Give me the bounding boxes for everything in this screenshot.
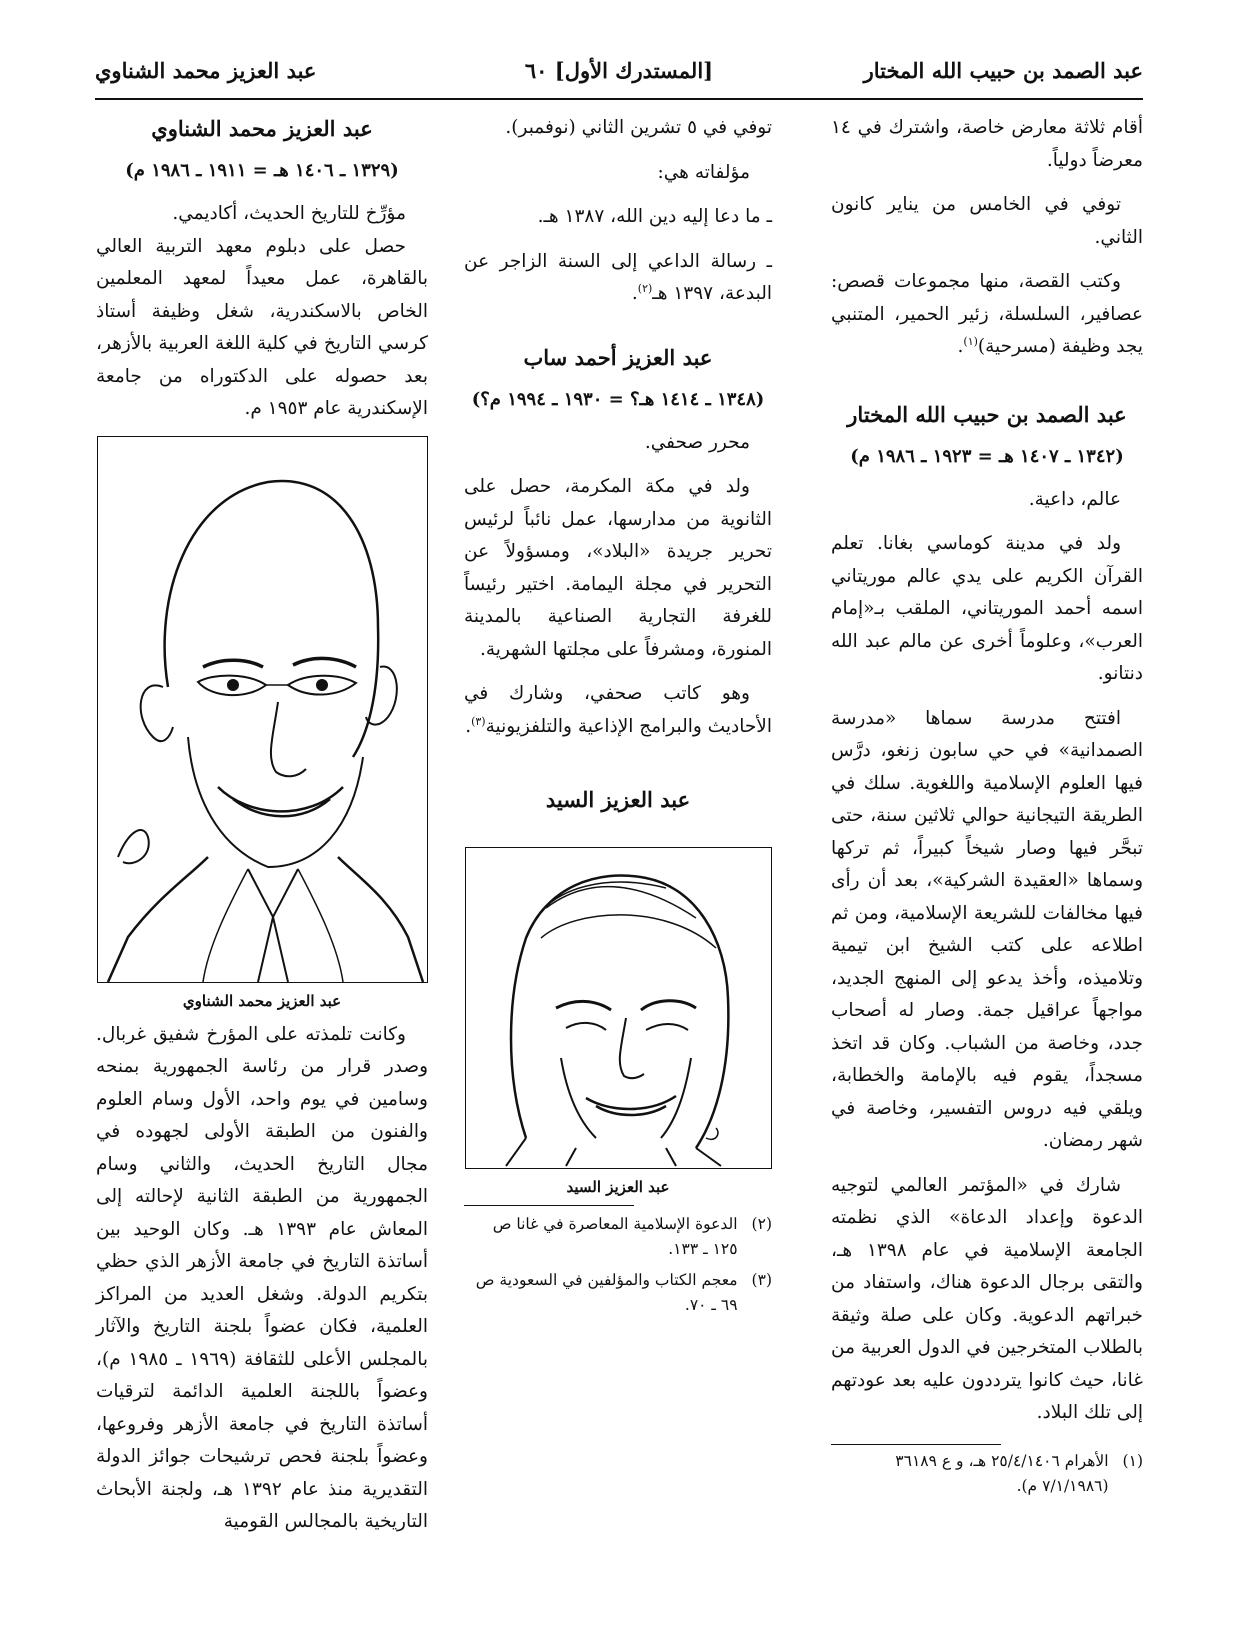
header-volume-page: [المستدرك الأول] ٦٠: [524, 58, 714, 83]
continued-paragraph: توفي في الخامس من يناير كانون الثاني.: [831, 194, 1143, 248]
footnote-ref: (٢): [637, 281, 653, 295]
entry-dates: (١٣٢٩ ـ ١٤٠٦ هـ = ١٩١١ ـ ١٩٨٦ م): [125, 160, 399, 181]
footnote-ref: (١): [963, 334, 978, 348]
footnote: (٢) الدعوة الإسلامية المعاصرة في غانا ص ١٢٥ ـ ١٣٣.: [492, 1215, 772, 1258]
entry-dates: (١٣٤٢ ـ ١٤٠٧ هـ = ١٩٢٣ ـ ١٩٨٦ م): [850, 445, 1124, 467]
portrait-caption: عبد العزيز محمد الشناوي: [182, 991, 342, 1010]
footnote-divider: [464, 1205, 634, 1206]
portrait-caption: عبد العزيز السيد: [566, 1178, 670, 1196]
entry-paragraph: شارك في «المؤتمر العالمي لتوجيه الدعوة وإعداد الدعاة» الذي نظمته الجامعة الإسلامية في عام ١٣٩٨ هـ، والتقى برجال الدعوة هناك، واستفاد من خبراتهم الدعوية. وكان على صلة وثيقة بالطلاب المتخرجين في الدول العربية من غانا، حيث كانوا يترددون عليه بعد عودتهم إلى تلك البلاد.: [831, 1174, 1143, 1423]
entry-paragraph: افتتح مدرسة سماها «مدرسة الصمدانية» في حي سابون زنغو، درَّس فيها العلوم الإسلامية واللغوية. سلك في الطريقة التيجانية حوالي ثلاثين سنة، حتى تبحَّر فيها وصار شيخاً كبيراً، ثم تركها وسماها «العقيدة الشركية»، بعد أن رأى فيها مخالفات للشريعة الإسلامية، ومن ثم اطلاعه على كتب الشيخ ابن تيمية وتلاميذه، وأخذ يدعو إلى المنهج الجديد، مواجهاً عراقيل جمة. وصار له أصحاب جدد، وخاصة من الشباب. وكان قد اتخذ مسجداً، يقوم فيه بالإمامة والخطابة، ويلقي فيه دروس التفسير، وخاصة في شهر رمضان.: [831, 707, 1143, 1151]
column-right: [831, 112, 1143, 1499]
entry-title: عبد العزيز السيد: [545, 787, 691, 812]
footnote: (٣) معجم الكتاب والمؤلفين في السعودية ص ٦٩ ـ ٧٠.: [475, 1271, 772, 1314]
entry-paragraph: محرر صحفي.: [644, 431, 750, 453]
continued-paragraph: أقام ثلاثة معارض خاصة، واشترك في ١٤ معرضاً دولياً.: [831, 117, 1143, 171]
column-left: [96, 112, 428, 1539]
entry-title: عبد العزيز محمد الشناوي: [151, 116, 373, 141]
entry-paragraph: وكانت تلمذته على المؤرخ شفيق غربال. وصدر قرار من رئاسة الجمهورية بمنحه وسامين في يوم واحد، الأول وسام العلوم والفنون من الطبقة الأولى لجهوده في مجال التاريخ الحديث، والثاني وسام الجمهورية من الطبقة الثانية لإحالته إلى المعاش عام ١٣٩٣ هـ. وكان الوحيد بين أساتذة التاريخ في جامعة الأزهر الذي حظي بتكريم الدولة. وشغل العديد من المراكز العلمية، فكان عضواً بلجنة التاريخ والآثار بالمجلس الأعلى للثقافة (١٩٦٩ ـ ١٩٨٥ م)، وعضواً باللجنة العلمية الدائمة لترقيات أساتذة التاريخ في جامعة الأزهر وفروعها، وعضواً بلجنة فحص ترشيحات جوائز الدولة التقديرية منذ عام ١٣٩٢ هـ، ولجنة الأبحاث التاريخية بالمجالس القومية: [96, 1023, 428, 1532]
portrait-sketch: [465, 847, 772, 1169]
entry-paragraph: حصل على دبلوم معهد التربية العالي بالقاهرة، عمل معيداً لمعهد المعلمين الخاص بالاسكندرية، شغل وظيفة أستاذ كرسي التاريخ في كلية اللغة العربية بالأزهر، بعد حصوله على الدكتوراه من جامعة الإسكندرية عام ١٩٥٣ م.: [96, 235, 428, 419]
footnote-divider: [831, 1444, 1001, 1445]
header-right-entry: عبد الصمد بن حبيب الله المختار: [863, 58, 1143, 83]
entry-title: عبد العزيز أحمد ساب: [523, 344, 713, 370]
entry-paragraph: ولد في مدينة كوماسي بغانا. تعلم القرآن الكريم على يدي عالم موريتاني اسمه أحمد الموريتاني، الملقب بـ«إمام العرب»، وعلوماً أخرى عن مالم عبد الله دنتانو.: [831, 533, 1143, 684]
entry-paragraph: وهو كاتب صحفي، وشارك في الأحاديث والبرامج الإذاعية والتلفزيونية$^{(٣)}$.: [464, 683, 772, 737]
portrait-drawing: [466, 848, 771, 1168]
column-middle: [464, 112, 772, 1318]
continued-paragraph: توفي في ٥ تشرين الثاني (نوفمبر).: [505, 117, 772, 138]
list-item: ـ رسالة الداعي إلى السنة الزاجر عن البدعة، ١٣٩٧ هـ$^{(٢)}$.: [464, 250, 772, 304]
entry-dates: (١٣٤٨ ـ ١٤١٤ هـ؟ = ١٩٣٠ ـ ١٩٩٤ م؟): [471, 388, 765, 410]
footnote-ref: (٣): [471, 714, 486, 728]
list-item: ـ ما دعا إليه دين الله، ١٣٨٧ هـ.: [537, 206, 772, 227]
portrait-drawing: [98, 437, 427, 982]
header-left-entry: عبد العزيز محمد الشناوي: [95, 58, 317, 83]
footnote: (١) الأهرام ٢٥/٤/١٤٠٦ هـ، و ع ٣٦١٨٩ (٧/١/١٩٨٦ م).: [895, 1451, 1143, 1495]
entry-paragraph: مؤرِّخ للتاريخ الحديث، أكاديمي.: [172, 203, 406, 224]
portrait-sketch: [97, 436, 428, 983]
continued-paragraph: مؤلفاته هي:: [657, 161, 750, 183]
entry-paragraph: ولد في مكة المكرمة، حصل على الثانوية من مدارسها، عمل نائباً لرئيس تحرير جريدة «البلاد»، ومسؤولاً عن التحرير في مجلة اليمامة. اختير رئيساً للغرفة التجارية الصناعية بالمدينة المنورة، ومشرفاً على مجلتها الشهرية.: [464, 476, 772, 660]
running-header: [95, 48, 1143, 100]
entry-title: عبد الصمد بن حبيب الله المختار: [847, 401, 1127, 427]
continued-paragraph: وكتب القصة، منها مجموعات قصص: عصافير، السلسلة، زئير الحمير، المتنبي يجد وظيفة (مسرحية)$^{(١)}$.: [831, 271, 1143, 357]
entry-paragraph: عالم، داعية.: [1028, 488, 1121, 510]
